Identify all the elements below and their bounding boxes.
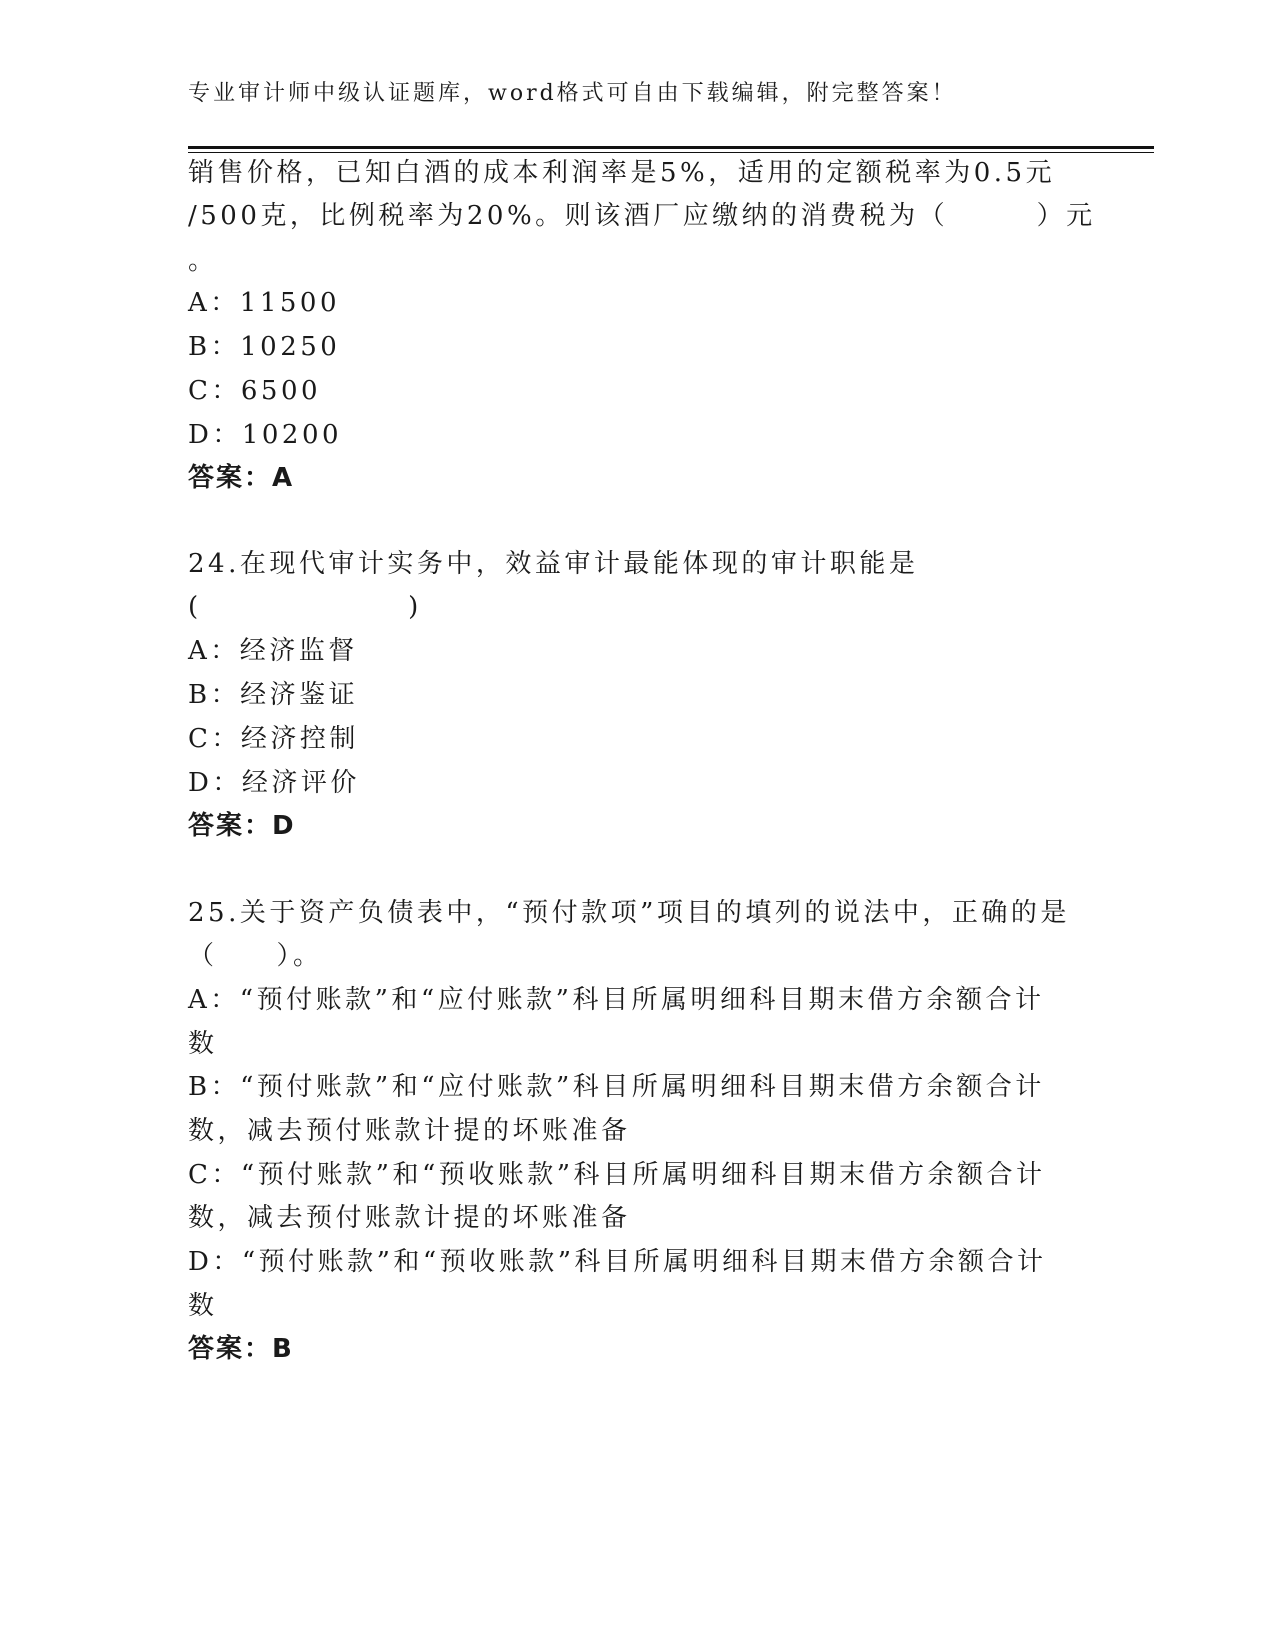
q24-option-a: A：经济监督	[188, 636, 358, 666]
q25-option-c-line-1: C：“预付账款”和“预收账款”科目所属明细科目期末借方余额合计	[188, 1160, 1046, 1190]
header-rule-thin	[188, 152, 1154, 153]
q23-option-a: A：11500	[188, 288, 340, 318]
q25-option-a-line-1: A：“预付账款”和“应付账款”科目所属明细科目期末借方余额合计	[188, 985, 1045, 1015]
q24-option-b: B：经济鉴证	[188, 680, 359, 710]
q23-stem-line-1: 销售价格，已知白酒的成本利润率是5%，适用的定额税率为0.5元	[188, 158, 1056, 188]
q24-option-c: C：经济控制	[188, 724, 359, 754]
q25-answer: 答案：B	[188, 1334, 294, 1364]
q23-stem-line-2: /500克，比例税率为20%。则该酒厂应缴纳的消费税为（ ）元	[188, 201, 1096, 231]
q25-option-a-line-2: 数	[188, 1029, 218, 1059]
q24-stem-line-2: ( )	[188, 592, 422, 622]
page-header: 专业审计师中级认证题库，word格式可自由下载编辑，附完整答案！	[188, 81, 957, 106]
q24-answer: 答案：D	[188, 811, 296, 841]
q23-option-d: D：10200	[188, 420, 343, 450]
q24-stem-line-1: 24.在现代审计实务中，效益审计最能体现的审计职能是	[188, 549, 919, 579]
header-rule-thick	[188, 146, 1154, 149]
q25-option-b-line-1: B：“预付账款”和“应付账款”科目所属明细科目期末借方余额合计	[188, 1072, 1045, 1102]
q25-option-d-line-1: D：“预付账款”和“预收账款”科目所属明细科目期末借方余额合计	[188, 1247, 1047, 1277]
q25-option-b-line-2: 数，减去预付账款计提的坏账准备	[188, 1116, 631, 1146]
q23-stem-line-3: 。	[188, 246, 218, 276]
q23-option-c: C：6500	[188, 376, 322, 406]
q25-option-d-line-2: 数	[188, 1291, 218, 1321]
q25-option-c-line-2: 数，减去预付账款计提的坏账准备	[188, 1203, 631, 1233]
q25-stem-line-2: （ ）。	[188, 941, 323, 971]
q25-stem-line-1: 25.关于资产负债表中，“预付款项”项目的填列的说法中，正确的是	[188, 898, 1070, 928]
q23-option-b: B：10250	[188, 332, 341, 362]
q23-answer: 答案：A	[188, 463, 295, 493]
q24-option-d: D：经济评价	[188, 768, 360, 798]
